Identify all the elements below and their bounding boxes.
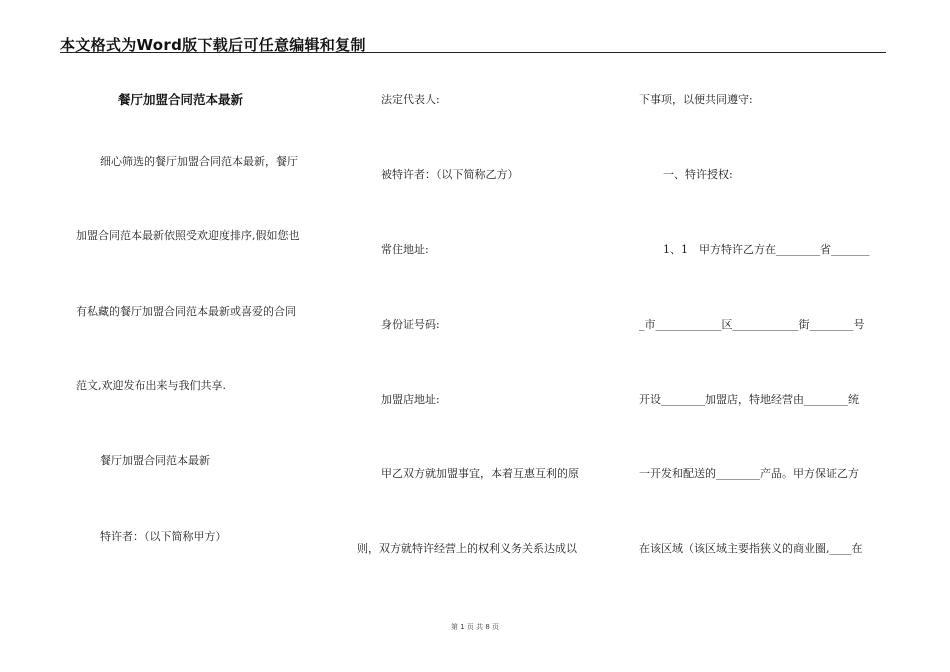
document-banner: 本文格式为Word版下载后可任意编辑和复制 xyxy=(60,36,366,54)
text-column-2 xyxy=(357,0,607,620)
page-number: 第 1 页 共 8 页 xyxy=(450,623,500,631)
text-line: 特许者：（以下简称甲方） xyxy=(100,530,227,543)
text-line: 餐厅加盟合同范本最新 xyxy=(100,454,210,467)
text-line: 加盟店地址: xyxy=(381,393,440,406)
text-line: 甲乙双方就加盟事宜，本着互惠互利的原 xyxy=(381,467,579,480)
text-line: 加盟合同范本最新依照受欢迎度排序,假如您也 xyxy=(76,229,300,242)
text-line: 身份证号码: xyxy=(381,318,440,331)
text-line: 法定代表人: xyxy=(381,93,440,106)
text-column-3 xyxy=(639,0,889,620)
text-line: 则，双方就特许经营上的权利义务关系达成以 xyxy=(357,542,577,555)
text-line: 范文,欢迎发布出来与我们共享. xyxy=(76,379,226,392)
text-line: 1、1 甲方特许乙方在________省_______ xyxy=(663,243,870,256)
document-title: 餐厅加盟合同范本最新 xyxy=(118,92,244,107)
text-line: 下事项，以便共同遵守: xyxy=(639,93,753,106)
text-line: 常住地址: xyxy=(381,243,429,256)
text-line: 细心筛选的餐厅加盟合同范本最新，餐厅 xyxy=(100,155,298,168)
text-line: 开设________加盟店，特地经营由________统 xyxy=(639,393,859,406)
text-line: 有私藏的餐厅加盟合同范本最新或喜爱的合同 xyxy=(76,305,296,318)
text-line: 在该区域（该区域主要指狭义的商业圈,____在 xyxy=(639,542,863,555)
text-column-1 xyxy=(76,0,326,620)
text-line: 被特许者：（以下简称乙方） xyxy=(381,168,519,181)
text-line: 一开发和配送的________产品。甲方保证乙方 xyxy=(639,467,859,480)
text-line: 一、特许授权: xyxy=(663,168,733,181)
text-line: _市____________区____________街________号 xyxy=(639,318,865,331)
